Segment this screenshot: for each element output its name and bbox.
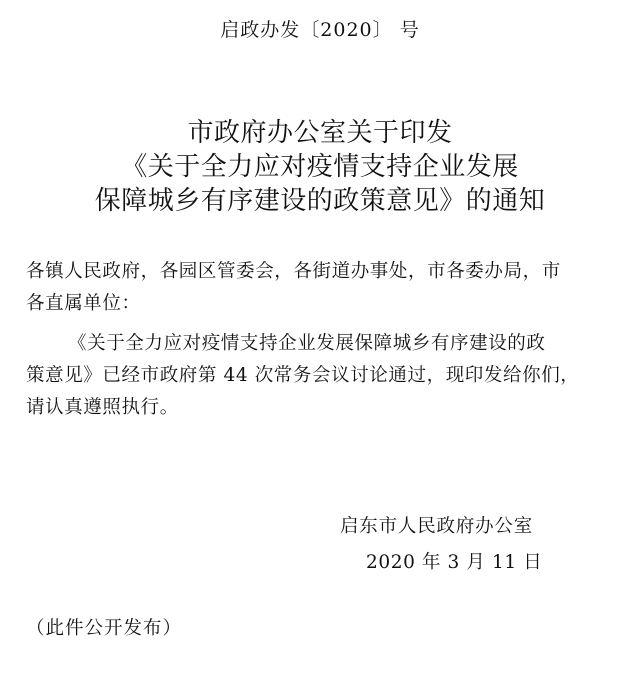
public-release-note: （此件公开发布） bbox=[26, 618, 183, 639]
addressee-line-1: 各镇人民政府，各园区管委会，各街道办事处，市各委办局，市 bbox=[26, 261, 561, 282]
body-line-1: 《关于全力应对疫情支持企业发展保障城乡有序建设的政 bbox=[68, 333, 546, 354]
body-line-3: 请认真遵照执行。 bbox=[26, 397, 179, 418]
document-number: 启政办发〔2020〕 号 bbox=[220, 19, 420, 41]
title-line-2: 《关于全力应对疫情支持企业发展 bbox=[121, 152, 519, 182]
title-line-1: 市政府办公室关于印发 bbox=[187, 118, 453, 148]
issuing-office: 启东市人民政府办公室 bbox=[340, 516, 534, 537]
addressee-line-2: 各直属单位： bbox=[26, 293, 141, 314]
document-title bbox=[0, 116, 640, 218]
issue-date: 2020 年 3 月 11 日 bbox=[366, 552, 543, 573]
addressee-block bbox=[26, 256, 616, 320]
body-line-2: 策意见》已经市政府第 44 次常务会议讨论通过，现印发给你们， bbox=[26, 365, 580, 386]
title-line-3: 保障城乡有序建设的政策意见》的通知 bbox=[94, 186, 546, 216]
body-paragraph bbox=[26, 328, 616, 424]
